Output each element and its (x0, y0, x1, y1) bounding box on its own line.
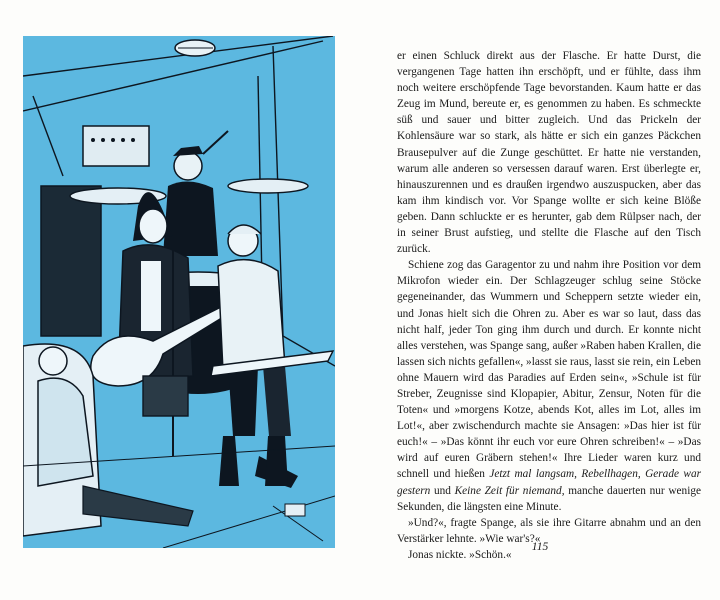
song-title-2: Keine Zeit für niemand, (454, 484, 565, 497)
punk-band-garage-illustration-icon (23, 36, 335, 548)
page-number: 115 (531, 541, 549, 553)
song-title-1: Jetzt mal langsam, Rebellhagen, Gerade war gestern (397, 468, 701, 497)
paragraph-2-intro: Schiene zog das Garagentor zu und nahm ihre Position vor dem Mikrofon wieder ein. Der Schlagzeuger schlug seine Stöcke gegeneinander, das Wummern und Scheppern setzte wieder ein, und Jonas hielt sich die Ohren zu. Aber es war so laut, dass das nicht half, jeder Ton ging ihm durch und durch. Er konnte nicht alles verstehen, was Spange sang, außer »Raben haben Krallen, die lassen sich nichts gefallen«, »lasst sie raus, lasst sie rein, ein Leben ohne Mauern wird das Paradies auf Erden sein«, »Schule ist für Streber, Zeugnisse sind Klopapier, Abitur, Zensur, Noten für die Toten« und »morgens Kotze, abends Kot, alles im Lot, alles im Lot!«, aber zwischendurch machte sie Ansagen: »Das hier ist für euch!« – »Das könnt ihr euch vor eure Ohren schreiben!« – »Das wird auf euren Gräbern stehen!« Ihre Lieder waren kurz und schnell und hießen (397, 259, 701, 481)
right-page (360, 0, 720, 600)
paragraph-2-end: manche dauerten nur wenige Sekunden, die längsten eine Minute. (397, 484, 702, 513)
body-text (397, 48, 701, 563)
paragraph-3: »Und?«, fragte Spange, als sie ihre Gitarre abnahm und an den Verstärker lehnte. »Wie war's?« (397, 516, 701, 545)
paragraph-4: Jonas nickte. »Schön.« (408, 548, 512, 561)
paragraph-1: er einen Schluck direkt aus der Flasche. Er hatte Durst, die vergangenen Tage hatten ihn erschöpft, und er fühlte, dass ihm noch weitere erschöpfende Tage bevorstanden. Kaum hatte er das Zeug im Mund, bereute er, es genommen zu haben. Es schmeckte süß und sauer und bitter zugleich. Und das Prickeln der Kohlensäure war so stark, als hätte er sich ein ganzes Päckchen Brausepulver auf die Zunge geschüttet. Er hatte nie verstanden, warum alle anderen so versessen darauf waren. Erst überlegte er, hinauszurennen und es draußen irgendwo auszuspucken, aber das kam ihm kindisch vor. Vor Spange wollte er sich keine Blöße geben. Dann schluckte er es herunter, gab dem Rülpser nach, der in seiner Brust aufstieg, und stellte die Flasche auf den Tisch zurück. (397, 50, 701, 256)
paragraph-2-and: und (430, 484, 455, 497)
paragraph-2 (397, 257, 701, 515)
